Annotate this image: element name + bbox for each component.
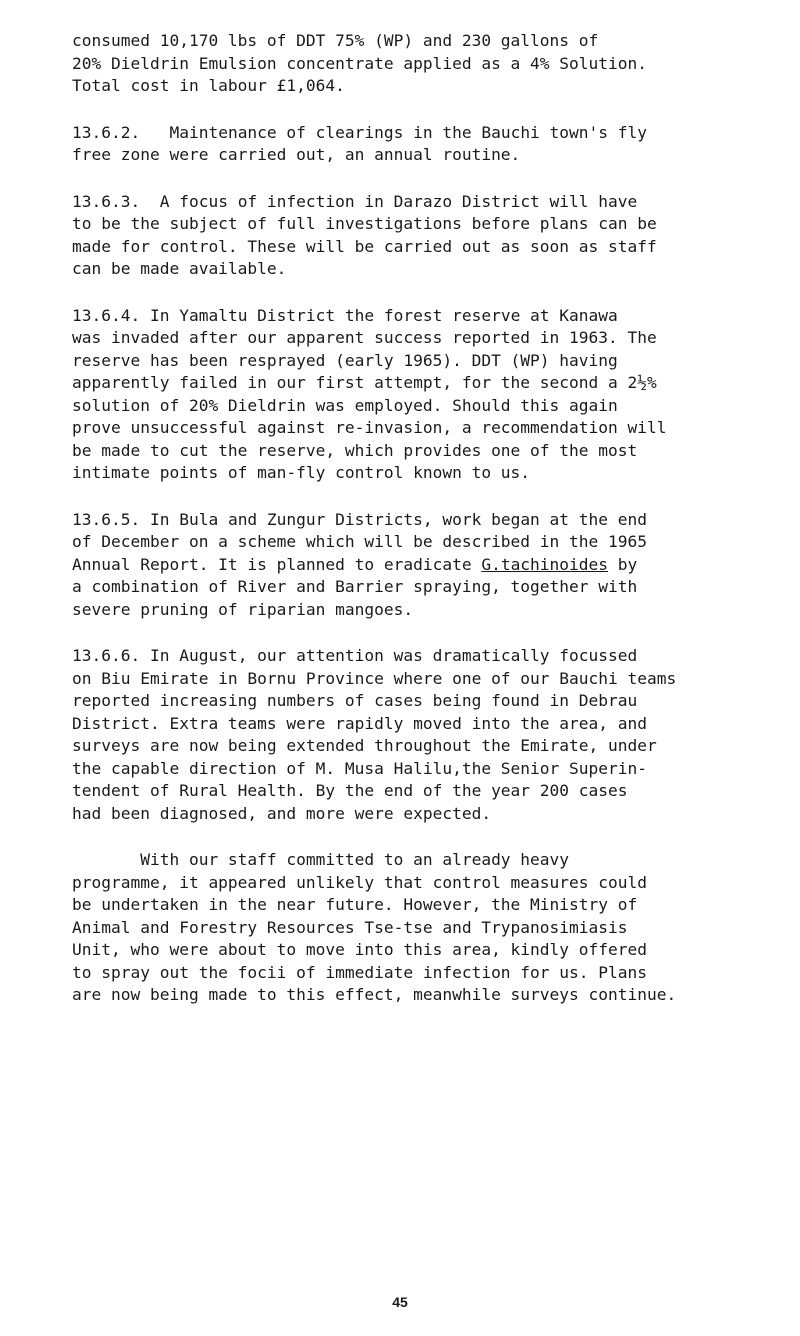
text-line — [72, 191, 772, 214]
text-line: consumed 10,170 lbs of DDT 75% (WP) and 230 gallons of — [72, 31, 599, 50]
text-line: be undertaken in the near future. However, the Ministry of — [72, 895, 638, 914]
text-line — [72, 645, 772, 668]
text-line: apparently failed in our first attempt, for the second a 2½% — [72, 373, 657, 392]
text-line: reported increasing numbers of cases being found in Debrau — [72, 691, 638, 710]
text-line: had been diagnosed, and more were expected. — [72, 803, 492, 823]
paragraph-number: 13.6.5. — [72, 509, 141, 529]
text-span: Annual Report. It is planned to eradicate — [72, 554, 482, 574]
text-span: In Yamaltu District the forest reserve at Kanawa — [140, 305, 618, 325]
text-line: surveys are now being extended throughout the Emirate, under — [72, 736, 657, 755]
paragraph-13-6-4 — [72, 305, 772, 485]
paragraph-number: 13.6.3. — [72, 191, 141, 211]
text-line: a combination of River and Barrier spraying, together with — [72, 577, 638, 596]
text-span: by — [608, 554, 638, 574]
text-line: of December on a scheme which will be described in the 1965 — [72, 532, 647, 551]
opening-paragraph — [72, 30, 772, 98]
text-line: solution of 20% Dieldrin was employed. Should this again — [72, 395, 618, 415]
text-line: reserve has been resprayed (early 1965). DDT (WP) having — [72, 350, 618, 370]
page-number: 45 — [392, 1294, 408, 1310]
text-line: are now being made to this effect, meanwhile surveys continue. — [72, 985, 677, 1004]
text-span: In Bula and Zungur Districts, work began at the end — [140, 509, 648, 529]
text-span: In August, our attention was dramatically focussed — [140, 646, 638, 665]
text-line: programme, it appeared unlikely that control measures could — [72, 872, 647, 892]
text-span: A focus of infection in Darazo District will have — [140, 191, 638, 211]
text-line: on Biu Emirate in Bornu Province where one of our Bauchi teams — [72, 668, 677, 688]
text-line: tendent of Rural Health. By the end of the year 200 cases — [72, 781, 628, 800]
text-line: severe pruning of riparian mangoes. — [72, 599, 414, 619]
text-line: made for control. These will be carried out as soon as staff — [72, 236, 657, 256]
text-line: free zone were carried out, an annual routine. — [72, 145, 521, 164]
text-line: the capable direction of M. Musa Halilu,the Senior Superin- — [72, 758, 647, 778]
paragraph-13-6-6 — [72, 645, 772, 825]
text-line: Animal and Forestry Resources Tse-tse and Trypanosimiasis — [72, 917, 628, 937]
paragraph-number: 13.6.4. — [72, 305, 141, 325]
paragraph-number: 13.6.6. — [72, 646, 141, 665]
text-line — [72, 554, 772, 577]
text-line: District. Extra teams were rapidly moved into the area, and — [72, 713, 647, 733]
species-name: G.tachinoides — [481, 554, 609, 574]
text-line: be made to cut the reserve, which provides one of the most — [72, 440, 638, 460]
text-span: Maintenance of clearings in the Bauchi town's fly — [140, 122, 648, 142]
text-line: to be the subject of full investigations before plans can be — [72, 214, 657, 233]
text-line — [72, 122, 772, 145]
text-line — [72, 509, 772, 532]
text-line: can be made available. — [72, 259, 287, 278]
text-line: to spray out the focii of immediate infection for us. Plans — [72, 962, 647, 982]
paragraph-13-6-2 — [72, 122, 772, 167]
text-line: Unit, who were about to move into this area, kindly offered — [72, 940, 647, 959]
text-line: 20% Dieldrin Emulsion concentrate applied as a 4% Solution. — [72, 53, 647, 73]
paragraph-number: 13.6.2. — [72, 122, 141, 142]
text-line — [72, 305, 772, 328]
text-line: Total cost in labour £1,064. — [72, 76, 345, 95]
closing-paragraph — [72, 849, 772, 1007]
paragraph-13-6-3 — [72, 191, 772, 281]
text-line: prove unsuccessful against re-invasion, a recommendation will — [72, 418, 667, 437]
text-line: was invaded after our apparent success reported in 1963. The — [72, 328, 657, 347]
paragraph-13-6-5 — [72, 509, 772, 622]
text-line: With our staff committed to an already heavy — [72, 850, 570, 869]
body-text — [72, 30, 772, 1007]
text-line: intimate points of man-fly control known to us. — [72, 463, 531, 482]
